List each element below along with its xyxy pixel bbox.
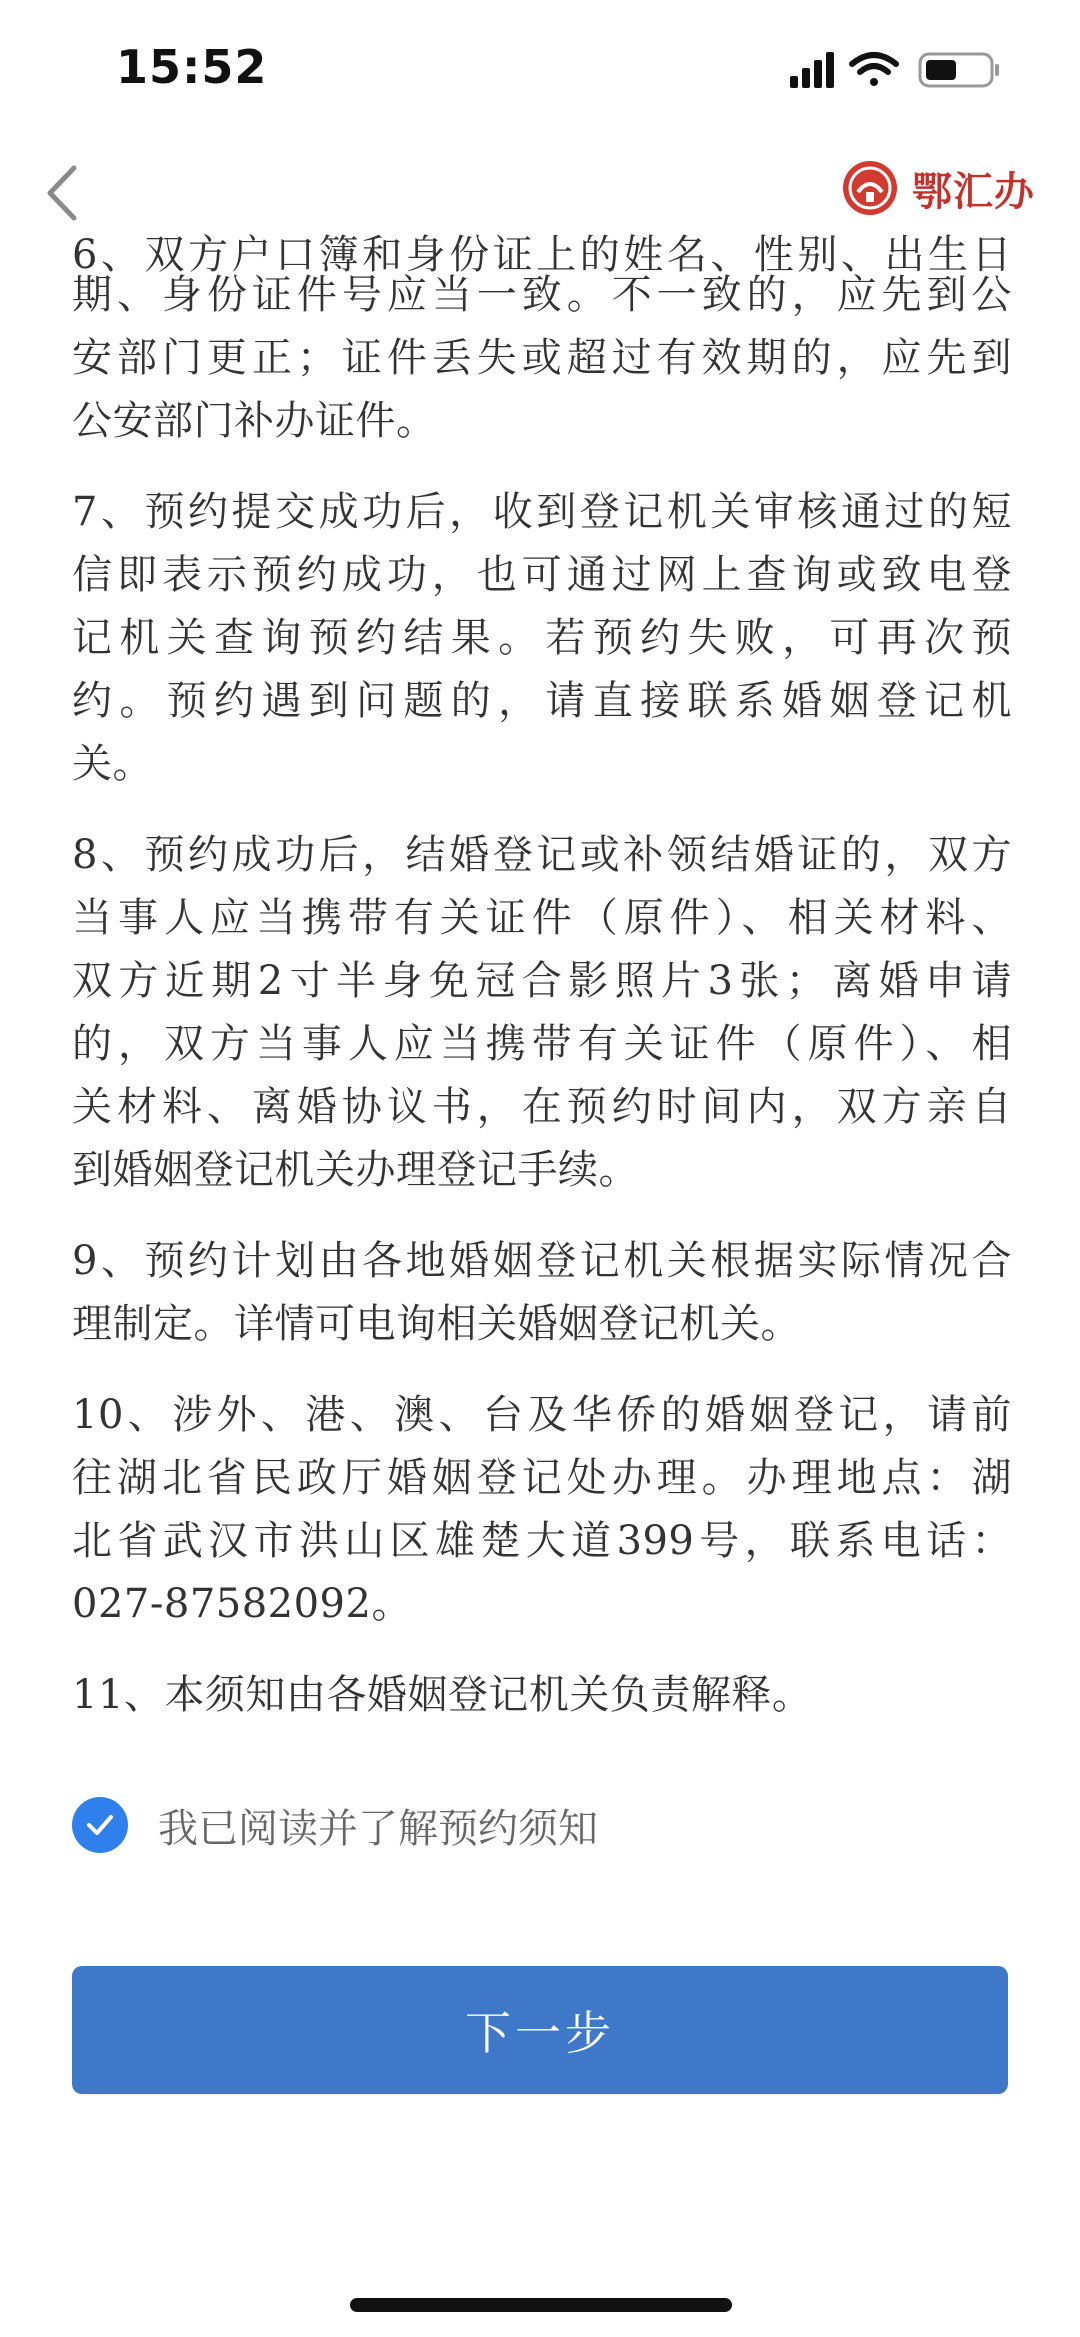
notice-paragraph [72,1384,1012,1636]
notice-line: 记机关查询预约结果。若预约失败，可再次预 [72,615,1012,661]
notice-line: 信即表示预约成功，也可通过网上查询或致电登 [72,552,1012,598]
notice-paragraph [72,824,1012,1202]
notice-paragraph [72,1230,1012,1356]
chevron-left-icon [36,158,96,228]
app-logo [840,156,1050,220]
status-time: 15:52 [116,40,268,94]
notice-line: 安部门更正；证件丢失或超过有效期的，应先到 [72,335,1012,381]
notice-line: 6、双方户口簿和身份证上的姓名、性别、出生日 [72,232,1012,278]
notice-line: 的，双方当事人应当携带有关证件（原件）、相 [72,1021,1012,1067]
logo-text: 鄂汇办 [912,167,1035,215]
signal-icon [790,52,834,88]
notice-paragraph [72,481,1012,796]
notice-line: 9、预约计划由各地婚姻登记机关根据实际情况合 [72,1238,1012,1284]
notice-line: 当事人应当携带有关证件（原件）、相关材料、 [72,895,1012,941]
notice-line: 8、预约成功后，结婚登记或补领结婚证的，双方 [72,832,1012,878]
notice-line: 11、本须知由各婚姻登记机关负责解释。 [72,1672,813,1718]
notice-line: 公安部门补办证件。 [72,398,437,444]
notice-paragraph [72,264,1012,453]
notice-content [72,232,1012,1768]
notice-line: 理制定。详情可电询相关婚姻登记机关。 [72,1301,801,1347]
notice-line: 北省武汉市洪山区雄楚大道399号，联系电话： [72,1518,1012,1564]
agree-checkbox[interactable] [72,1795,598,1855]
notice-line: 双方近期2寸半身免冠合影照片3张；离婚申请 [72,958,1012,1004]
status-bar [0,0,1080,130]
partial-line [72,232,1012,278]
notice-line: 027-87582092。 [72,1581,412,1627]
logo-emblem-icon [840,158,900,218]
notice-line: 约。预约遇到问题的，请直接联系婚姻登记机 [72,678,1012,724]
status-icons [790,50,1040,90]
notice-line: 到婚姻登记机关办理登记手续。 [72,1147,639,1193]
notice-line: 期、身份证件号应当一致。不一致的，应先到公 [72,272,1012,318]
notice-line: 10、涉外、港、澳、台及华侨的婚姻登记，请前 [72,1392,1012,1438]
back-button[interactable] [36,158,96,228]
notice-line: 7、预约提交成功后，收到登记机关审核通过的短 [72,489,1012,535]
agree-label: 我已阅读并了解预约须知 [158,1805,598,1852]
notice-line: 关。 [72,741,153,787]
notice-line: 关材料、离婚协议书，在预约时间内，双方亲自 [72,1084,1012,1130]
notice-paragraph [72,1664,1012,1727]
checkbox-checked-icon[interactable] [72,1797,128,1853]
notice-line: 往湖北省民政厅婚姻登记处办理。办理地点：湖 [72,1455,1012,1501]
wifi-icon [852,55,896,86]
home-indicator [350,2298,732,2312]
next-step-button[interactable]: 下一步 [72,1966,1008,2094]
battery-icon [920,54,999,86]
checkmark-icon [83,1808,117,1842]
